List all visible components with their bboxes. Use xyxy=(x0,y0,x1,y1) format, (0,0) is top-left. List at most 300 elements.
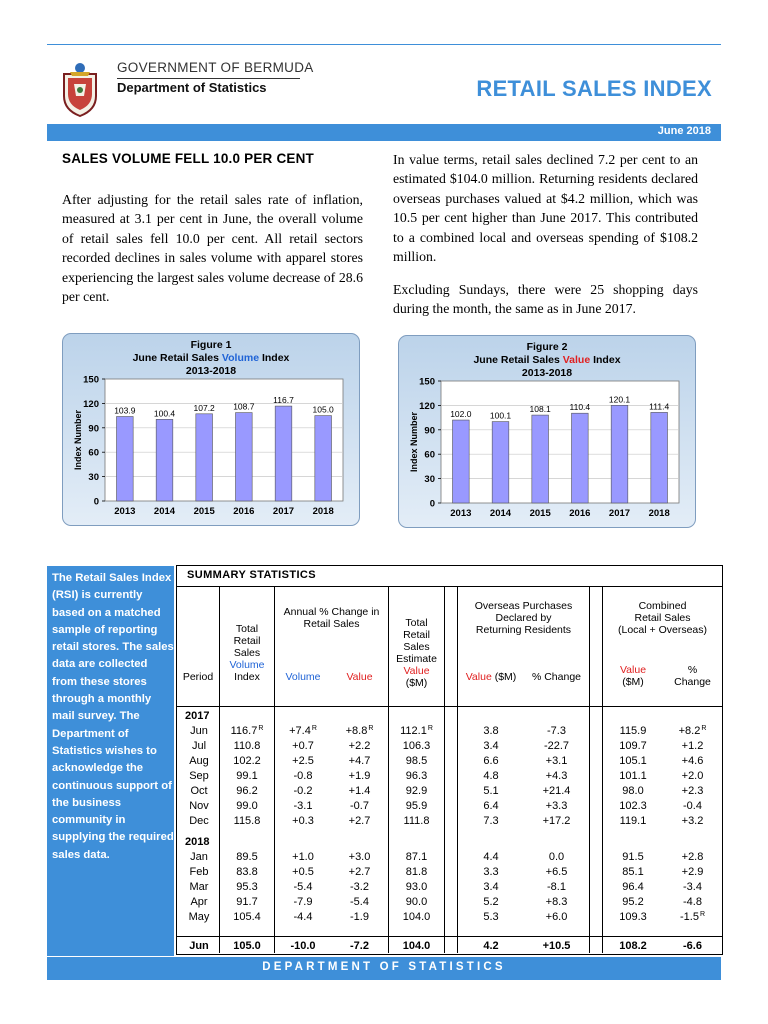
cell-value: 95.2 xyxy=(622,896,644,908)
sidebar-note xyxy=(47,566,174,956)
table-cell-est xyxy=(389,851,444,863)
footer-bar xyxy=(47,957,721,980)
cell-value: 91.5 xyxy=(622,851,644,863)
y-tick-label: 60 xyxy=(88,447,99,459)
cell-value: -5.4 xyxy=(293,881,313,893)
cell-value: 6.6 xyxy=(483,755,499,767)
header-total-estimate xyxy=(389,617,444,689)
x-tick-label: 2014 xyxy=(153,506,176,517)
table-cell-cb-val xyxy=(603,725,663,737)
header-text: Retail xyxy=(403,629,430,641)
header-text: Declared by xyxy=(495,612,552,624)
bermuda-crest-icon xyxy=(60,60,100,118)
cell-value: -5.4 xyxy=(350,896,369,908)
table-cell-cb-chg xyxy=(663,740,722,752)
sidebar-note-text: The Retail Sales Index (RSI) is currently based on a matched sample of reporting retail stores. The sales data are collected from these stores through a monthly mail survey. The Department of Statistics wishes to acknowledge the continuous support of the business community in supplying the required sales data. xyxy=(52,572,174,861)
table-cell-val xyxy=(331,740,388,752)
cell-value: +6.5 xyxy=(545,866,568,878)
table-cell-period xyxy=(177,896,219,908)
y-tick-label: 90 xyxy=(88,423,99,435)
table-cell-period xyxy=(177,725,219,737)
cell-value: 104.0 xyxy=(402,911,431,923)
cell-value: -3.1 xyxy=(293,800,313,812)
cell-value: +2.8 xyxy=(681,851,704,863)
bar xyxy=(532,415,549,503)
table-cell-cb-val xyxy=(603,940,663,952)
table-cell-ov-val xyxy=(458,896,524,908)
table-cell-ov-val xyxy=(458,866,524,878)
chart-subtitle-highlight: Value xyxy=(562,354,591,366)
table-cell-index xyxy=(221,770,273,782)
table-cell-vol xyxy=(275,755,331,767)
table-cell-est xyxy=(389,785,444,797)
y-tick-label: 30 xyxy=(424,474,435,486)
revised-marker: R xyxy=(258,725,264,732)
cell-value: Mar xyxy=(189,881,209,893)
table-cell-ov-val xyxy=(458,851,524,863)
cell-value: -1.9 xyxy=(350,911,369,923)
cell-value: 93.0 xyxy=(405,881,428,893)
table-cell-index xyxy=(221,815,273,827)
x-tick-label: 2013 xyxy=(450,508,472,519)
chart-title: Figure 1 xyxy=(190,339,232,351)
table-cell-index xyxy=(221,881,273,893)
table-cell-ov-chg xyxy=(524,815,589,827)
bar xyxy=(572,413,589,503)
table-cell-val xyxy=(331,851,388,863)
table-cell-cb-val xyxy=(603,770,663,782)
table-cell-index xyxy=(221,740,273,752)
cell-value: 92.9 xyxy=(405,785,428,797)
cell-value: +4.3 xyxy=(545,770,568,782)
header-overseas xyxy=(458,600,589,636)
cell-value: 5.3 xyxy=(483,911,499,923)
table-row xyxy=(177,769,722,784)
cell-value: +2.9 xyxy=(681,866,704,878)
bar xyxy=(453,420,470,503)
y-axis-label: Index Number xyxy=(73,409,83,471)
footer-text: DEPARTMENT OF STATISTICS xyxy=(262,961,506,973)
cell-value: 102.2 xyxy=(233,755,261,767)
cell-value: 99.0 xyxy=(236,800,258,812)
table-cell-est xyxy=(389,770,444,782)
table-cell-cb-val xyxy=(603,896,663,908)
bar xyxy=(275,406,292,501)
cell-value: -4.8 xyxy=(683,896,702,908)
header-combined xyxy=(603,600,722,636)
cell-value: 3.3 xyxy=(483,866,499,878)
table-cell-ov-val xyxy=(458,800,524,812)
table-cell-index xyxy=(221,800,273,812)
y-tick-label: 150 xyxy=(419,376,435,388)
cell-value: +2.3 xyxy=(681,785,704,797)
table-cell-val xyxy=(331,866,388,878)
table-cell-cb-chg xyxy=(663,896,722,908)
header-text: Sales xyxy=(233,647,261,659)
table-cell-val xyxy=(331,725,388,737)
table-cell-ov-chg xyxy=(524,911,589,923)
figure-2-chart xyxy=(399,336,695,527)
cell-value: -3.2 xyxy=(350,881,369,893)
table-cell-ov-val xyxy=(458,725,524,737)
table-cell-cb-chg xyxy=(663,785,722,797)
table-cell-ov-val xyxy=(458,815,524,827)
cell-value: +6.0 xyxy=(545,911,568,923)
plot-area xyxy=(105,379,343,501)
cell-value: +1.4 xyxy=(348,785,371,797)
table-cell-period xyxy=(177,815,219,827)
cell-value: 109.7 xyxy=(619,740,647,752)
header-volume: Volume xyxy=(285,671,321,683)
header-value: Value xyxy=(346,671,373,683)
header-overseas-value xyxy=(458,671,524,683)
cell-value: -8.1 xyxy=(547,881,566,893)
header-top-rule xyxy=(47,44,721,45)
header-overseas-change: % Change xyxy=(531,671,582,683)
table-row xyxy=(177,939,722,954)
table-cell-index xyxy=(221,785,273,797)
cell-value: -0.2 xyxy=(293,785,313,797)
cell-value: Sep xyxy=(189,770,209,782)
table-cell-cb-chg xyxy=(663,851,722,863)
bar-value-label: 102.0 xyxy=(450,409,472,420)
header-text: Index xyxy=(234,671,260,683)
y-tick-label: 150 xyxy=(83,374,99,386)
header-text: ($M) xyxy=(405,677,428,689)
table-cell-period xyxy=(177,911,219,923)
cell-value: 81.8 xyxy=(405,866,428,878)
revised-marker: R xyxy=(699,911,706,918)
table-cell-ov-val xyxy=(458,740,524,752)
chart-subtitle-part: Index xyxy=(590,354,621,366)
y-tick-label: 0 xyxy=(429,498,435,510)
table-row xyxy=(177,754,722,769)
header-annual-change xyxy=(275,606,388,630)
table-cell-cb-chg xyxy=(663,881,722,893)
cell-value: +1.9 xyxy=(348,770,371,782)
cell-value: 108.2 xyxy=(619,940,647,952)
table-cell-val xyxy=(331,785,388,797)
table-cell-ov-chg xyxy=(524,785,589,797)
bar xyxy=(156,419,173,501)
table-cell-period xyxy=(177,755,219,767)
cell-value: 115.9 xyxy=(619,725,647,737)
cell-value: 105.0 xyxy=(233,940,261,952)
cell-value: 3.8 xyxy=(483,725,499,737)
header-text: Value xyxy=(465,671,492,683)
cell-value: -1.5 xyxy=(679,911,699,923)
date-bar xyxy=(47,124,721,141)
chart-subtitle xyxy=(473,354,620,366)
x-tick-label: 2013 xyxy=(114,506,136,517)
cell-value: 3.4 xyxy=(483,740,499,752)
summary-statistics-table xyxy=(176,565,723,955)
table-cell-period xyxy=(177,881,219,893)
table-cell-period xyxy=(177,740,219,752)
table-cell-cb-val xyxy=(603,785,663,797)
table-cell-cb-val xyxy=(603,881,663,893)
table-cell-val xyxy=(331,911,388,923)
bar-value-label: 111.4 xyxy=(649,401,670,412)
table-cell-cb-val xyxy=(603,866,663,878)
header-text: Value xyxy=(403,665,430,677)
table-cell-est xyxy=(389,896,444,908)
y-tick-label: 120 xyxy=(419,400,435,412)
cell-value: 105.4 xyxy=(233,911,261,923)
cell-value: 91.7 xyxy=(236,896,258,908)
cell-value: 89.5 xyxy=(236,851,258,863)
table-cell-est xyxy=(389,800,444,812)
chart-subtitle-part: June Retail Sales xyxy=(132,352,222,364)
cell-value: -4.4 xyxy=(293,911,313,923)
cell-value: Jun xyxy=(189,940,209,952)
table-cell-index xyxy=(221,911,273,923)
table-cell-est xyxy=(389,725,444,737)
header-text: Retail Sales xyxy=(634,612,691,624)
cell-value: +21.4 xyxy=(542,785,571,797)
cell-value: 102.3 xyxy=(619,800,647,812)
cell-value: +3.2 xyxy=(681,815,704,827)
table-rule xyxy=(177,586,722,587)
cell-value: +10.5 xyxy=(542,940,571,952)
cell-value: Jul xyxy=(191,740,207,752)
x-tick-label: 2016 xyxy=(233,506,255,517)
header-total-volume xyxy=(221,623,273,683)
cell-value: +17.2 xyxy=(542,815,571,827)
cell-value: 110.8 xyxy=(233,740,261,752)
header-text: Sales xyxy=(403,641,430,653)
cell-value: 87.1 xyxy=(405,851,428,863)
cell-value: +8.2 xyxy=(678,725,701,737)
cell-value: +2.5 xyxy=(292,755,314,767)
cell-value: 105.1 xyxy=(619,755,647,767)
cell-value: +0.3 xyxy=(292,815,314,827)
cell-value: +0.7 xyxy=(292,740,314,752)
cell-value: 85.1 xyxy=(622,866,644,878)
bar xyxy=(196,414,213,501)
header-text: Volume xyxy=(229,659,265,671)
table-cell-cb-val xyxy=(603,740,663,752)
table-cell-cb-val xyxy=(603,815,663,827)
bar-value-label: 107.2 xyxy=(193,402,215,413)
cell-value: 109.3 xyxy=(619,911,647,923)
chart-years: 2013-2018 xyxy=(185,365,237,377)
table-cell-val xyxy=(331,881,388,893)
table-cell-ov-chg xyxy=(524,740,589,752)
cell-value: 104.0 xyxy=(402,940,431,952)
cell-value: -6.6 xyxy=(683,940,702,952)
cell-value: +1.2 xyxy=(681,740,704,752)
table-cell-ov-val xyxy=(458,785,524,797)
cell-value: 98.5 xyxy=(405,755,428,767)
government-name: GOVERNMENT OF BERMUDA xyxy=(117,60,314,75)
x-tick-label: 2018 xyxy=(648,508,670,519)
cell-value: Aug xyxy=(189,755,209,767)
cell-value: 111.8 xyxy=(403,815,430,827)
chart-subtitle-part: June Retail Sales xyxy=(473,354,563,366)
table-row xyxy=(177,814,722,829)
bar-value-label: 100.4 xyxy=(153,408,176,419)
table-cell-vol xyxy=(275,911,331,923)
revised-marker: R xyxy=(311,725,317,732)
cell-value: 4.8 xyxy=(483,770,499,782)
bar xyxy=(651,412,668,503)
table-cell-vol xyxy=(275,866,331,878)
table-cell-val xyxy=(331,940,388,952)
header-text: Annual % Change in xyxy=(283,606,380,618)
header-combined-value xyxy=(603,664,663,688)
cell-value: +3.3 xyxy=(545,800,568,812)
table-cell-ov-chg xyxy=(524,770,589,782)
bar xyxy=(315,416,332,501)
cell-value: Nov xyxy=(189,800,209,812)
table-row xyxy=(177,739,722,754)
x-tick-label: 2015 xyxy=(193,506,215,517)
cell-value: May xyxy=(188,911,210,923)
table-cell-index xyxy=(221,940,273,952)
table-cell-period xyxy=(177,851,219,863)
header-text: Retail Sales xyxy=(303,618,360,630)
y-axis-label: Index Number xyxy=(409,411,419,473)
revised-marker: R xyxy=(368,725,374,732)
y-tick-label: 0 xyxy=(93,496,99,508)
header-text: Returning Residents xyxy=(475,624,572,636)
table-cell-period xyxy=(177,866,219,878)
table-cell-ov-chg xyxy=(524,940,589,952)
x-tick-label: 2015 xyxy=(529,508,551,519)
table-cell-vol xyxy=(275,881,331,893)
cell-value: 98.0 xyxy=(622,785,644,797)
table-cell-cb-chg xyxy=(663,815,722,827)
table-cell-vol xyxy=(275,770,331,782)
bar-value-label: 100.1 xyxy=(489,410,512,421)
table-cell-period xyxy=(177,940,219,952)
x-tick-label: 2018 xyxy=(312,506,334,517)
table-row xyxy=(177,880,722,895)
table-cell-ov-val xyxy=(458,911,524,923)
cell-value: +1.0 xyxy=(292,851,314,863)
table-cell-ov-val xyxy=(458,770,524,782)
cell-value: 116.7 xyxy=(230,725,258,737)
cell-value: -0.7 xyxy=(350,800,369,812)
cell-value: -0.8 xyxy=(293,770,313,782)
cell-value: +2.7 xyxy=(348,815,371,827)
article-paragraph-2: In value terms, retail sales declined 7.2 per cent to an estimated $104.0 million. Returning residents declared overseas purchases valued at $4.2 million, which was 10.5 per cent higher than June 2017. This contributed to a combined local and overseas spending of $108.2 million. xyxy=(393,152,698,265)
bar xyxy=(492,422,509,503)
table-cell-vol xyxy=(275,851,331,863)
header-text: Overseas Purchases xyxy=(474,600,573,612)
table-cell-index xyxy=(221,896,273,908)
cell-value: +2.0 xyxy=(681,770,704,782)
table-rule xyxy=(177,706,722,707)
table-cell-cb-val xyxy=(603,800,663,812)
bar-value-label: 105.0 xyxy=(312,404,334,415)
bar xyxy=(236,413,253,501)
bar xyxy=(611,405,628,503)
table-cell-cb-val xyxy=(603,851,663,863)
table-cell-est xyxy=(389,755,444,767)
cell-value: Dec xyxy=(189,815,209,827)
table-cell-vol xyxy=(275,725,331,737)
cell-value: 4.4 xyxy=(483,851,499,863)
cell-value: +2.7 xyxy=(348,866,371,878)
table-cell-cb-chg xyxy=(663,940,722,952)
table-cell-ov-chg xyxy=(524,896,589,908)
x-tick-label: 2014 xyxy=(489,508,512,519)
table-cell-val xyxy=(331,770,388,782)
table-cell-vol xyxy=(275,896,331,908)
table-cell-ov-chg xyxy=(524,800,589,812)
table-cell-cb-val xyxy=(603,755,663,767)
cell-value: +8.3 xyxy=(545,896,568,908)
cell-value: 95.3 xyxy=(236,881,258,893)
cell-value: -7.9 xyxy=(293,896,313,908)
table-cell-index xyxy=(221,755,273,767)
revised-marker: R xyxy=(427,725,433,732)
table-cell-cb-chg xyxy=(663,770,722,782)
table-cell-cb-chg xyxy=(663,725,722,737)
article-headline: SALES VOLUME FELL 10.0 PER CENT xyxy=(62,151,314,166)
cell-value: Feb xyxy=(189,866,209,878)
cell-value: 112.1 xyxy=(400,725,427,737)
cell-value: +4.6 xyxy=(681,755,704,767)
table-row xyxy=(177,799,722,814)
table-cell-vol xyxy=(275,940,331,952)
table-cell-cb-chg xyxy=(663,866,722,878)
plot-area xyxy=(441,381,679,503)
article-paragraph-3: Excluding Sundays, there were 25 shopping days during the month, the same as in June 2017. xyxy=(393,282,698,317)
table-row xyxy=(177,724,722,739)
bar xyxy=(117,416,134,501)
table-cell-cb-chg xyxy=(663,800,722,812)
header-text: Change xyxy=(674,676,711,688)
chart-title: Figure 2 xyxy=(526,341,568,353)
table-cell-ov-chg xyxy=(524,851,589,863)
chart-years: 2013-2018 xyxy=(521,367,573,379)
table-cell-vol xyxy=(275,740,331,752)
header-text: Estimate xyxy=(396,653,437,665)
cell-value: 90.0 xyxy=(405,896,428,908)
cell-value: 119.1 xyxy=(619,815,647,827)
table-row xyxy=(177,784,722,799)
cell-value: +0.5 xyxy=(292,866,314,878)
cell-value: 101.1 xyxy=(619,770,647,782)
table-row xyxy=(177,910,722,925)
table-cell-index xyxy=(221,851,273,863)
bar-value-label: 108.7 xyxy=(233,401,255,412)
header-period: Period xyxy=(182,671,214,683)
table-cell-val xyxy=(331,896,388,908)
cell-value: 0.0 xyxy=(548,851,565,863)
table-cell-vol xyxy=(275,800,331,812)
header-text: Total xyxy=(235,623,259,635)
header-text: ($M) xyxy=(622,676,644,688)
bar-value-label: 108.1 xyxy=(529,404,551,415)
bar-value-label: 110.4 xyxy=(569,402,591,413)
table-cell-vol xyxy=(275,785,331,797)
table-rule xyxy=(177,936,722,937)
cell-value: 5.1 xyxy=(483,785,499,797)
table-cell-ov-chg xyxy=(524,866,589,878)
table-cell-est xyxy=(389,911,444,923)
cell-value: -10.0 xyxy=(290,940,316,952)
table-cell-period xyxy=(177,770,219,782)
table-cell-cb-chg xyxy=(663,911,722,923)
cell-value: 6.4 xyxy=(483,800,499,812)
cell-value: Oct xyxy=(190,785,208,797)
table-cell-index xyxy=(221,866,273,878)
table-cell-cb-chg xyxy=(663,755,722,767)
